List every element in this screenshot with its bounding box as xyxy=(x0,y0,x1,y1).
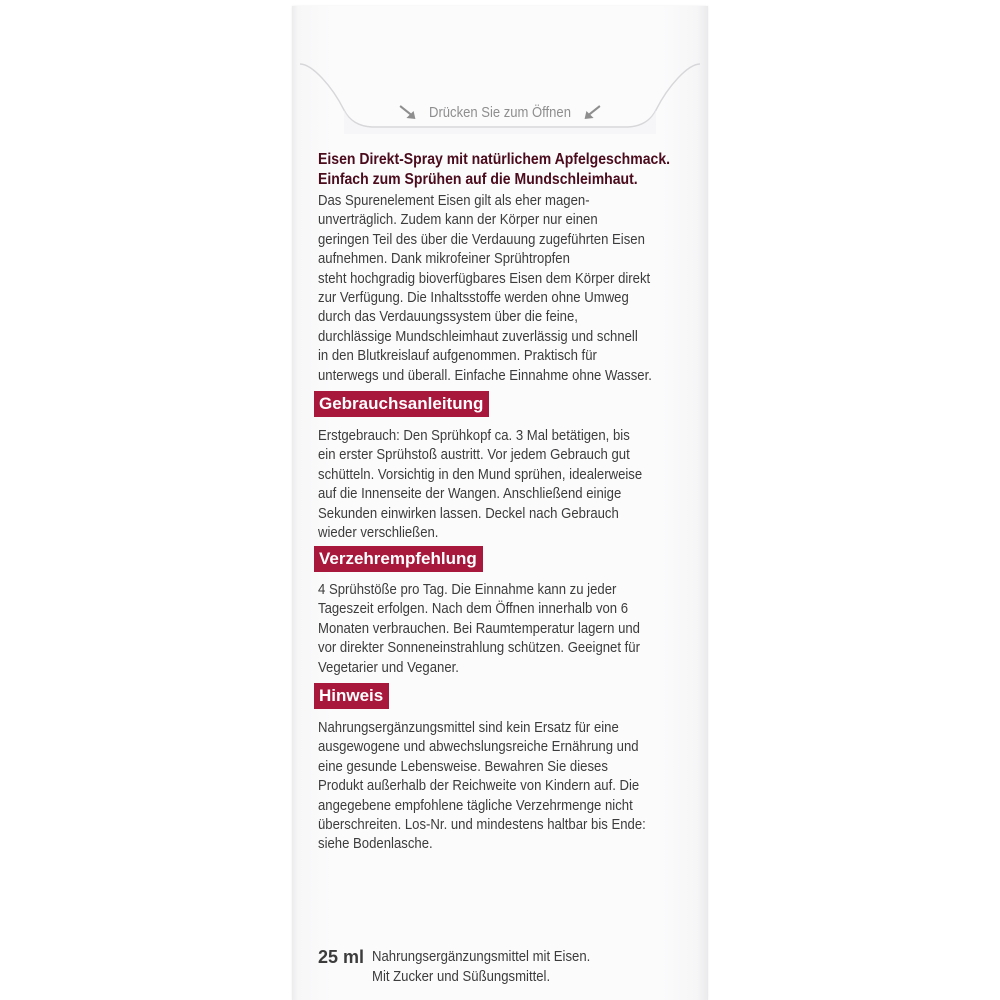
section-heading: Hinweis xyxy=(314,683,389,709)
section-usage xyxy=(318,391,718,543)
footer xyxy=(318,946,672,987)
section-text: Erstgebrauch: Den Sprühkopf ca. 3 Mal betätigen, bis ein erster Sprühstoß austritt. Vor jedem Gebrauch gut schütteln. Vorsichtig in den Mund sprühen, idealerweise auf die Innenseite der Wangen. Anschließend einige Sekunden einwirken lassen. Deckel nach Gebrauch wieder verschließen. xyxy=(318,428,643,542)
tear-flap[interactable] xyxy=(292,6,708,134)
volume-label: 25 ml xyxy=(318,947,365,967)
section-notice xyxy=(318,683,718,855)
intro-title: Eisen Direkt-Spray mit natürlichem Apfelgeschmack. Einfach zum Sprühen auf die Mundschleimhaut. xyxy=(318,151,671,188)
intro-block xyxy=(318,150,696,386)
arrow-down-right-icon xyxy=(398,104,420,122)
intro-text: Das Spurenelement Eisen gilt als eher magen- unverträglich. Zudem kann der Körper nur einen geringen Teil des über die Verdauung zugeführten Eisen aufnehmen. Dank mikrofeiner Sprühtropfen steht hochgradig bioverfügbares Eisen dem Körper direkt zur Verfügung. Die Inhaltsstoffe werden ohne Umweg durch das Verdauungssystem über die feine, durchlässige Mundschleimhaut zuverlässig und schnell in den Blutkreislauf aufgenommen. Praktisch für unterwegs und überall. Einfache Einnahme ohne Wasser. xyxy=(318,193,652,384)
section-heading: Verzehrempfehlung xyxy=(314,546,483,572)
section-heading: Gebrauchsanleitung xyxy=(314,391,489,417)
section-text: 4 Sprühstöße pro Tag. Die Einnahme kann zu jeder Tageszeit erfolgen. Nach dem Öffnen innerhalb von 6 Monaten verbrauchen. Bei Raumtemperatur lagern und vor direkter Sonneneinstrahlung schützen. Geeignet für Vegetarier und Veganer. xyxy=(318,582,640,676)
press-hint-text: Drücken Sie zum Öffnen xyxy=(429,105,571,121)
section-dosage xyxy=(318,546,718,678)
press-to-open-hint[interactable] xyxy=(313,102,687,124)
footer-text: Nahrungsergänzungsmittel mit Eisen. Mit Zucker und Süßungsmittel. xyxy=(372,949,591,985)
arrow-down-left-icon xyxy=(580,104,602,122)
section-text: Nahrungsergänzungsmittel sind kein Ersatz für eine ausgewogene und abwechslungsreiche Ernährung und eine gesunde Lebensweise. Bewahren Sie dieses Produkt außerhalb der Reichweite von Kindern auf. Die angegebene empfohlene tägliche Verzehrmenge nicht überschreiten. Los-Nr. und mindestens haltbar bis Ende: siehe Bodenlasche. xyxy=(318,720,646,853)
